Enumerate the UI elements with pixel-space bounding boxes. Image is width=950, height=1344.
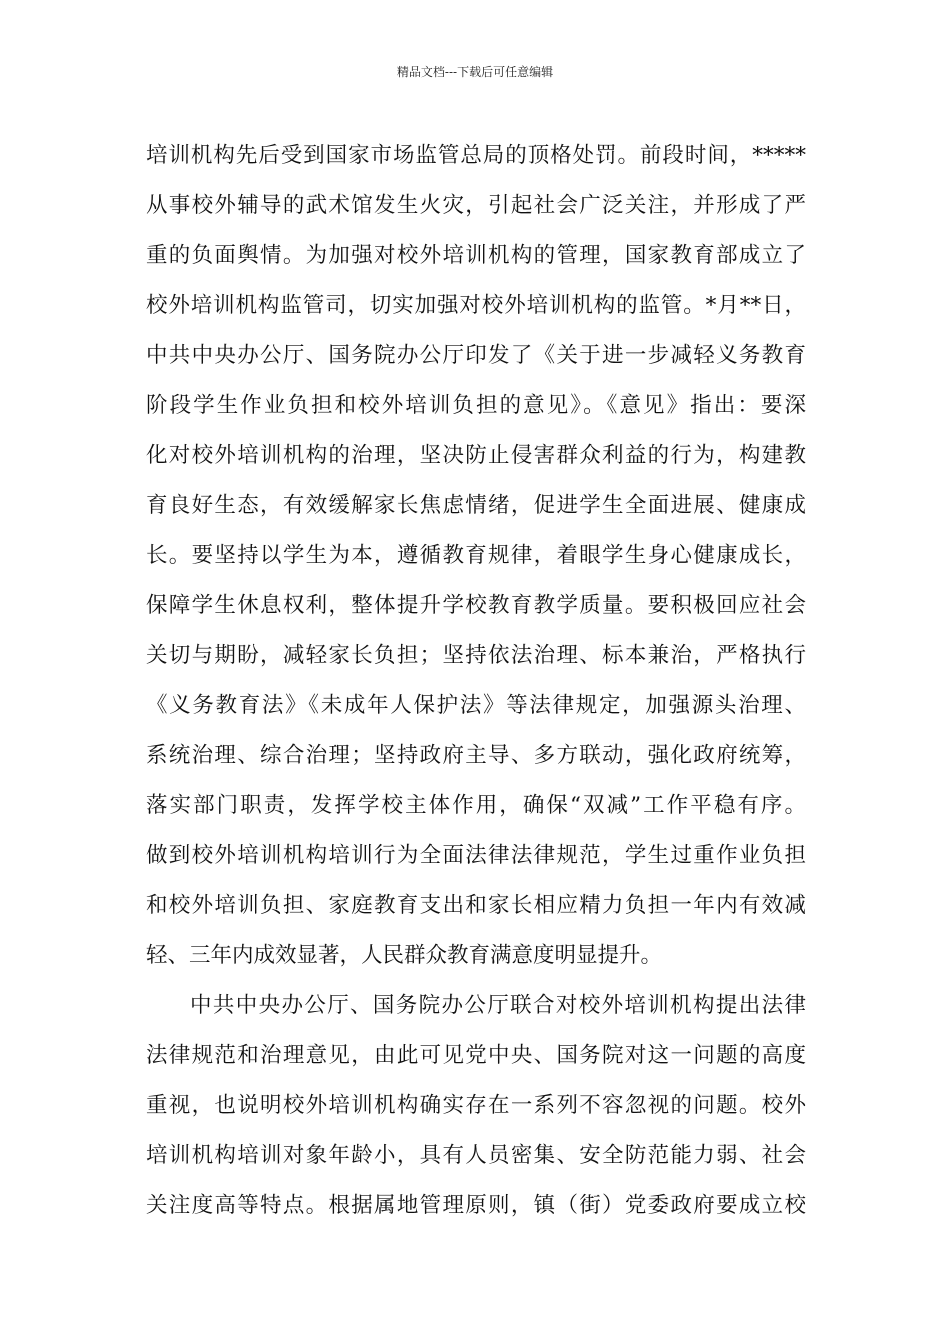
page-header: 精品文档---下载后可任意编辑 — [396, 65, 554, 79]
text-line: 轻、三年内成效显著，人民群众教育满意度明显提升。 — [146, 943, 663, 968]
text-line: 落实部门职责，发挥学校主体作用，确保“双减”工作平稳有序。 — [146, 793, 806, 818]
text-line: 《义务教育法》《未成年人保护法》等法律规定，加强源头治理、 — [146, 693, 806, 718]
text-line: 关注度高等特点。根据属地管理原则，镇（街）党委政府要成立校 — [146, 1193, 806, 1218]
text-line: 系统治理、综合治理；坚持政府主导、多方联动，强化政府统筹， — [146, 743, 806, 768]
text-line: 校外培训机构监管司，切实加强对校外培训机构的监管。*月**日， — [146, 293, 806, 318]
text-line: 育良好生态，有效缓解家长焦虑情绪，促进学生全面进展、健康成 — [146, 493, 806, 518]
text-line: 法律规范和治理意见，由此可见党中央、国务院对这一问题的高度 — [146, 1043, 806, 1068]
text-line: 中共中央办公厅、国务院办公厅印发了《关于进一步减轻义务教育 — [146, 343, 806, 368]
paragraph-1 — [146, 131, 806, 981]
text-line: 重视，也说明校外培训机构确实存在一系列不容忽视的问题。校外 — [146, 1093, 806, 1118]
paragraph-2 — [146, 981, 806, 1231]
text-line: 保障学生休息权利，整体提升学校教育教学质量。要积极回应社会 — [146, 593, 806, 618]
document-body — [146, 131, 806, 1231]
text-line: 化对校外培训机构的治理，坚决防止侵害群众利益的行为，构建教 — [146, 443, 806, 468]
text-line: 长。要坚持以学生为本，遵循教育规律，着眼学生身心健康成长， — [146, 543, 806, 568]
text-line: 培训机构培训对象年龄小，具有人员密集、安全防范能力弱、社会 — [146, 1143, 806, 1168]
text-line: 中共中央办公厅、国务院办公厅联合对校外培训机构提出法律 — [190, 993, 806, 1018]
text-line: 阶段学生作业负担和校外培训负担的意见》。《意见》指出：要深 — [146, 393, 806, 418]
text-line: 关切与期盼，减轻家长负担；坚持依法治理、标本兼治，严格执行 — [146, 643, 806, 668]
text-line: 从事校外辅导的武术馆发生火灾，引起社会广泛关注，并形成了严 — [146, 193, 806, 218]
text-line: 培训机构先后受到国家市场监管总局的顶格处罚。前段时间，***** — [146, 143, 806, 168]
text-line: 重的负面舆情。为加强对校外培训机构的管理，国家教育部成立了 — [146, 243, 806, 268]
text-line: 做到校外培训机构培训行为全面法律法律规范，学生过重作业负担 — [146, 843, 806, 868]
text-line: 和校外培训负担、家庭教育支出和家长相应精力负担一年内有效减 — [146, 893, 806, 918]
